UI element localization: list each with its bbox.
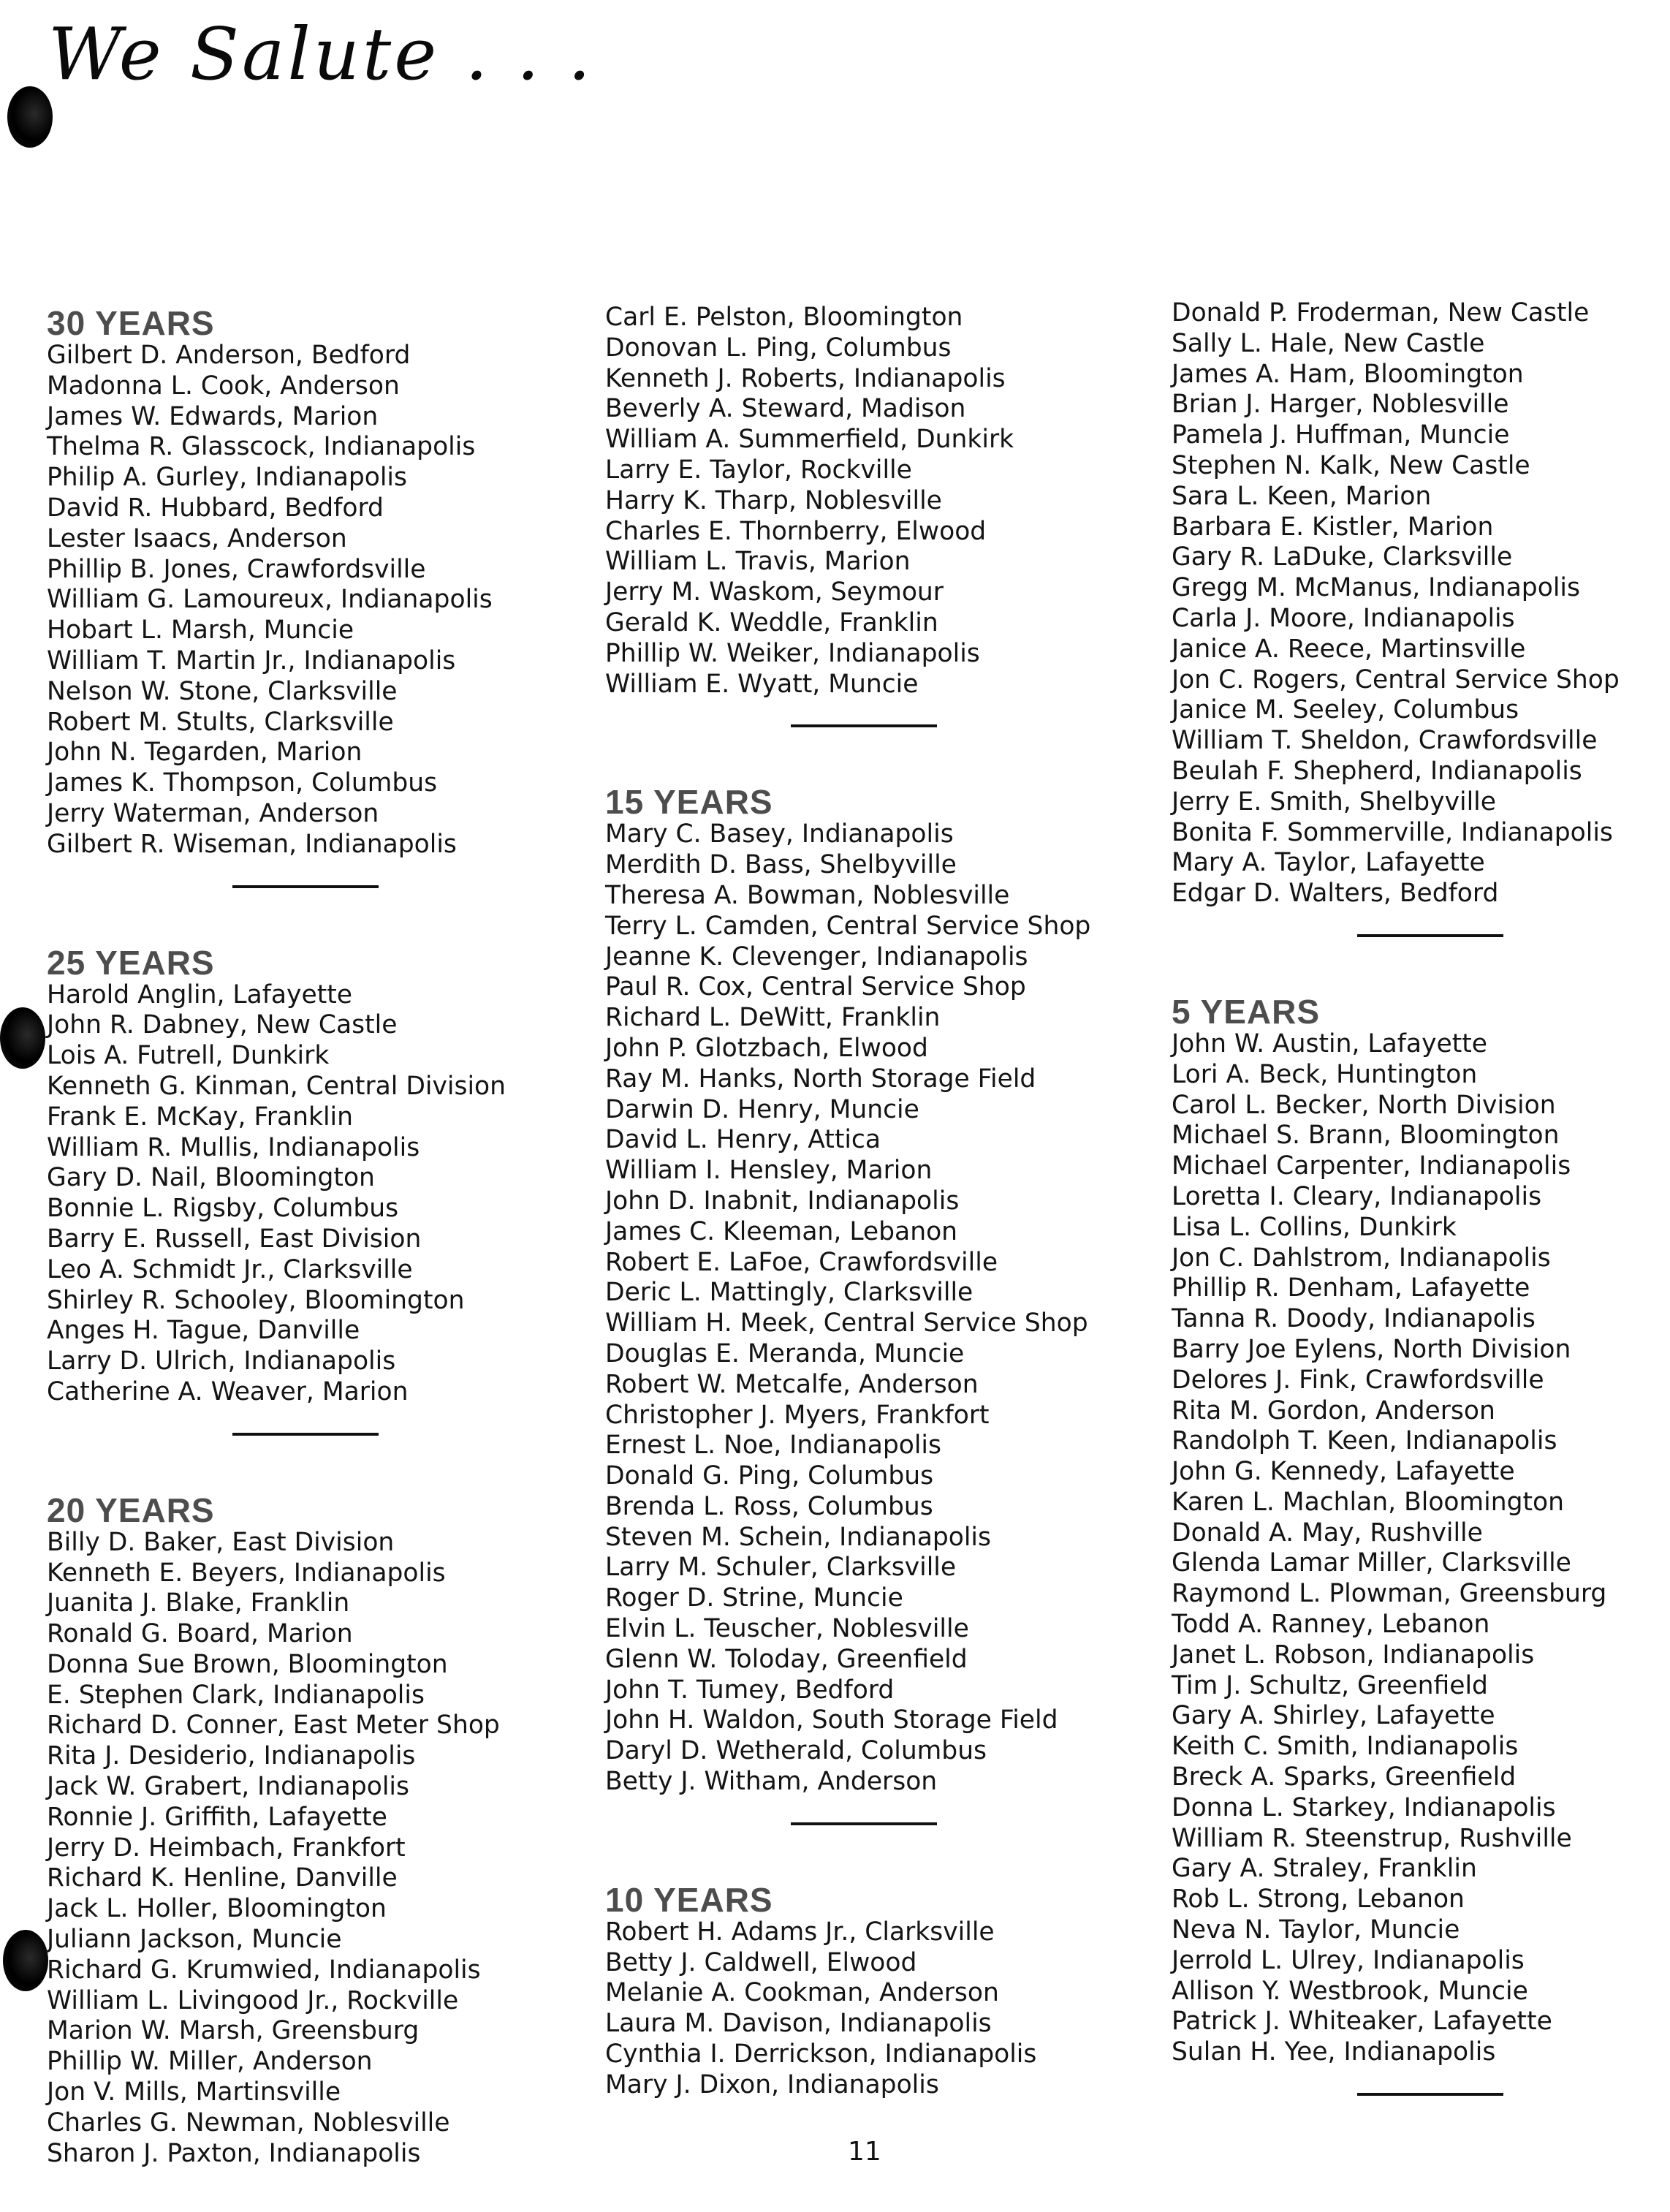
list-item: John R. Dabney, New Castle (47, 1010, 398, 1040)
list-item: William T. Sheldon, Crawfordsville (1172, 726, 1598, 756)
list-item: Anges H. Tague, Danville (47, 1316, 360, 1346)
list-item: James C. Kleeman, Lebanon (605, 1216, 958, 1246)
list-item: Larry D. Ulrich, Indianapolis (47, 1346, 396, 1376)
service-group (605, 1882, 1117, 2101)
list-item: Hobart L. Marsh, Muncie (47, 616, 354, 645)
list-item: Nelson W. Stone, Clarksville (47, 676, 398, 706)
section-divider (232, 1433, 379, 1436)
list-item: Edgar D. Walters, Bedford (1172, 879, 1499, 909)
list-item: Robert W. Metcalfe, Anderson (605, 1369, 979, 1399)
section-heading: 10 YEARS (605, 1880, 773, 1919)
list-item: Jerry D. Heimbach, Frankfort (47, 1833, 406, 1863)
list-item: Larry M. Schuler, Clarksville (605, 1553, 957, 1583)
service-group (47, 1493, 558, 2170)
list-item: Betty J. Caldwell, Elwood (605, 1947, 917, 1977)
list-item: Ray M. Hanks, North Storage Field (605, 1064, 1036, 1094)
section-divider (791, 724, 937, 727)
list-item: Glenda Lamar Miller, Clarksville (1172, 1548, 1571, 1578)
list-item: William R. Mullis, Indianapolis (47, 1132, 420, 1162)
list-item: Terry L. Camden, Central Service Shop (605, 911, 1091, 941)
list-item: Shirley R. Schooley, Bloomington (47, 1285, 465, 1315)
list-item: Janet L. Robson, Indianapolis (1172, 1640, 1535, 1670)
list-item: Stephen N. Kalk, New Castle (1172, 450, 1530, 480)
list-item: Robert H. Adams Jr., Clarksville (605, 1917, 995, 1947)
service-group (1172, 994, 1670, 2096)
service-group (47, 945, 558, 1436)
list-item: Breck A. Sparks, Greenfield (1172, 1762, 1517, 1792)
section-divider (232, 885, 379, 888)
list-item: Donovan L. Ping, Columbus (605, 333, 952, 363)
list-item: William G. Lamoureux, Indianapolis (47, 585, 493, 615)
list-item: Patrick J. Whiteaker, Lafayette (1172, 2007, 1552, 2037)
list-item: Keith C. Smith, Indianapolis (1172, 1732, 1519, 1762)
list-item: David L. Henry, Attica (605, 1125, 881, 1155)
list-item: Jerry E. Smith, Shelbyville (1172, 787, 1496, 817)
name-list (47, 980, 558, 1408)
list-item: Donald G. Ping, Columbus (605, 1461, 934, 1491)
list-item: Theresa A. Bowman, Noblesville (605, 880, 1010, 910)
list-item: Donald P. Froderman, New Castle (1172, 298, 1590, 327)
list-item: John D. Inabnit, Indianapolis (605, 1186, 960, 1216)
list-item: John W. Austin, Lafayette (1172, 1029, 1487, 1058)
section-heading: 25 YEARS (47, 943, 215, 982)
list-item: Carla J. Moore, Indianapolis (1172, 603, 1515, 633)
list-item: Loretta I. Cleary, Indianapolis (1172, 1181, 1542, 1211)
list-item: Janice M. Seeley, Columbus (1172, 695, 1519, 725)
list-item: Donna Sue Brown, Bloomington (47, 1649, 448, 1679)
section-divider (1357, 934, 1503, 937)
list-item: Roger D. Strine, Muncie (605, 1583, 903, 1613)
list-item: Jon V. Mills, Martinsville (47, 2077, 341, 2107)
list-item: Deric L. Mattingly, Clarksville (605, 1278, 973, 1308)
list-item: David R. Hubbard, Bedford (47, 493, 384, 523)
list-item: Gilbert R. Wiseman, Indianapolis (47, 829, 457, 859)
list-item: William L. Livingood Jr., Rockville (47, 1985, 459, 2015)
list-item: Jerry M. Waskom, Seymour (605, 577, 944, 607)
list-item: William H. Meek, Central Service Shop (605, 1308, 1088, 1338)
list-item: Brian J. Harger, Noblesville (1172, 390, 1509, 420)
list-item: Jack W. Grabert, Indianapolis (47, 1772, 409, 1802)
list-item: Raymond L. Plowman, Greensburg (1172, 1579, 1607, 1609)
list-item: Carl E. Pelston, Bloomington (605, 303, 963, 332)
list-item: Philip A. Gurley, Indianapolis (47, 463, 407, 493)
list-item: Jerrold L. Ulrey, Indianapolis (1172, 1945, 1525, 1975)
name-list (605, 819, 1117, 1798)
list-item: Lester Isaacs, Anderson (47, 523, 347, 553)
list-item: Michael S. Brann, Bloomington (1172, 1121, 1560, 1151)
list-item: Lois A. Futrell, Dunkirk (47, 1041, 330, 1071)
list-item: John N. Tegarden, Marion (47, 738, 363, 768)
list-item: E. Stephen Clark, Indianapolis (47, 1680, 425, 1710)
list-item: Allison Y. Westbrook, Muncie (1172, 1976, 1528, 2006)
list-item: Carol L. Becker, North Division (1172, 1090, 1556, 1120)
list-item: Pamela J. Huffman, Muncie (1172, 420, 1510, 450)
list-item: Gary A. Straley, Franklin (1172, 1854, 1477, 1884)
list-item: Charles G. Newman, Noblesville (47, 2107, 450, 2137)
service-group (1172, 298, 1670, 937)
list-item: Melanie A. Cookman, Anderson (605, 1978, 999, 2008)
list-item: Bonnie L. Rigsby, Columbus (47, 1194, 399, 1224)
column-3 (1172, 298, 1670, 2153)
list-item: Jeanne K. Clevenger, Indianapolis (605, 942, 1028, 971)
list-item: Tanna R. Doody, Indianapolis (1172, 1304, 1536, 1334)
list-item: Neva N. Taylor, Muncie (1172, 1915, 1460, 1945)
section-divider (791, 1822, 937, 1825)
list-item: Ronnie J. Griffith, Lafayette (47, 1802, 387, 1832)
list-item: Kenneth G. Kinman, Central Division (47, 1071, 506, 1101)
list-item: Frank E. McKay, Franklin (47, 1102, 353, 1132)
list-item: Barry E. Russell, East Division (47, 1224, 422, 1254)
page-title: We Salute . . . (48, 13, 594, 96)
list-item: Jon C. Dahlstrom, Indianapolis (1172, 1243, 1551, 1273)
list-item: Billy D. Baker, East Division (47, 1527, 395, 1557)
list-item: Phillip W. Weiker, Indianapolis (605, 638, 980, 668)
list-item: Steven M. Schein, Indianapolis (605, 1522, 991, 1552)
service-group (47, 306, 558, 888)
binder-hole-bottom (3, 1930, 48, 1991)
list-item: Richard K. Henline, Danville (47, 1863, 398, 1893)
list-item: Delores J. Fink, Crawfordsville (1172, 1365, 1544, 1395)
list-item: William R. Steenstrup, Rushville (1172, 1823, 1572, 1853)
list-item: William T. Martin Jr., Indianapolis (47, 645, 456, 675)
list-item: Ernest L. Noe, Indianapolis (605, 1431, 941, 1461)
list-item: James A. Ham, Bloomington (1172, 359, 1524, 389)
list-item: Cynthia I. Derrickson, Indianapolis (605, 2039, 1037, 2069)
list-item: Lori A. Beck, Huntington (1172, 1059, 1478, 1089)
list-item: Gregg M. McManus, Indianapolis (1172, 573, 1580, 603)
list-item: Gerald K. Weddle, Franklin (605, 607, 938, 637)
list-item: Jerry Waterman, Anderson (47, 798, 379, 828)
list-item: Brenda L. Ross, Columbus (605, 1491, 933, 1521)
list-item: Donald A. May, Rushville (1172, 1518, 1483, 1548)
list-item: Phillip R. Denham, Lafayette (1172, 1273, 1530, 1303)
list-item: Juanita J. Blake, Franklin (47, 1588, 350, 1618)
list-item: Merdith D. Bass, Shelbyville (605, 850, 957, 880)
binder-hole-middle (0, 1007, 45, 1069)
section-heading: 20 YEARS (47, 1491, 215, 1529)
list-item: Jack L. Holler, Bloomington (47, 1894, 387, 1924)
list-item: Richard G. Krumwied, Indianapolis (47, 1955, 481, 1985)
list-item: Phillip B. Jones, Crawfordsville (47, 554, 426, 584)
service-group (605, 784, 1117, 1825)
list-item: Larry E. Taylor, Rockville (605, 455, 912, 485)
list-item: William L. Travis, Marion (605, 547, 911, 577)
list-item: Beulah F. Shepherd, Indianapolis (1172, 756, 1582, 786)
binder-hole-top (7, 86, 53, 148)
list-item: Sharon J. Paxton, Indianapolis (47, 2138, 421, 2168)
name-list (1172, 298, 1670, 909)
list-item: Elvin L. Teuscher, Noblesville (605, 1614, 969, 1644)
list-item: Gary A. Shirley, Lafayette (1172, 1701, 1495, 1731)
list-item: Randolph T. Keen, Indianapolis (1172, 1426, 1557, 1456)
list-item: Marion W. Marsh, Greensburg (47, 2016, 420, 2046)
list-item: Jon C. Rogers, Central Service Shop (1172, 664, 1620, 694)
name-list (1172, 1029, 1670, 2068)
list-item: Gary D. Nail, Bloomington (47, 1163, 375, 1193)
column-1 (47, 306, 558, 2169)
list-item: Karen L. Machlan, Bloomington (1172, 1487, 1564, 1517)
service-group (605, 303, 1117, 727)
list-item: James K. Thompson, Columbus (47, 768, 438, 798)
list-item: Leo A. Schmidt Jr., Clarksville (47, 1254, 413, 1284)
name-list (605, 1917, 1117, 2101)
section-heading: 15 YEARS (605, 783, 773, 822)
list-item: Thelma R. Glasscock, Indianapolis (47, 432, 476, 462)
list-item: Charles E. Thornberry, Elwood (605, 516, 987, 546)
list-item: Robert M. Stults, Clarksville (47, 707, 394, 737)
list-item: Sulan H. Yee, Indianapolis (1172, 2037, 1496, 2067)
name-list (47, 341, 558, 860)
list-item: Harry K. Tharp, Noblesville (605, 485, 942, 515)
list-item: Christopher J. Myers, Frankfort (605, 1400, 990, 1430)
list-item: Donna L. Starkey, Indianapolis (1172, 1792, 1556, 1822)
list-item: Robert E. LaFoe, Crawfordsville (605, 1247, 998, 1277)
list-item: William I. Hensley, Marion (605, 1156, 933, 1186)
list-item: James W. Edwards, Marion (47, 401, 379, 431)
list-item: Gilbert D. Anderson, Bedford (47, 341, 411, 370)
name-list (47, 1528, 558, 2170)
list-item: Catherine A. Weaver, Marion (47, 1376, 409, 1406)
name-list (605, 303, 1117, 700)
list-item: William A. Summerfield, Dunkirk (605, 425, 1014, 455)
section-divider (1357, 2093, 1503, 2096)
section-heading: 30 YEARS (47, 304, 215, 342)
list-item: Mary C. Basey, Indianapolis (605, 819, 954, 849)
list-item: Mary A. Taylor, Lafayette (1172, 848, 1485, 878)
list-item: Kenneth J. Roberts, Indianapolis (605, 363, 1006, 393)
column-2 (605, 303, 1117, 2101)
list-item: Rita M. Gordon, Anderson (1172, 1395, 1495, 1425)
list-item: Glenn W. Toloday, Greenfield (605, 1644, 968, 1674)
list-item: Daryl D. Wetherald, Columbus (605, 1736, 987, 1766)
list-item: John G. Kennedy, Lafayette (1172, 1457, 1515, 1487)
list-item: Bonita F. Sommerville, Indianapolis (1172, 817, 1613, 847)
list-item: Michael Carpenter, Indianapolis (1172, 1151, 1571, 1181)
list-item: John H. Waldon, South Storage Field (605, 1705, 1058, 1735)
list-item: Ronald G. Board, Marion (47, 1619, 353, 1649)
list-item: Madonna L. Cook, Anderson (47, 371, 400, 401)
list-item: John T. Tumey, Bedford (605, 1675, 895, 1705)
list-item: Sara L. Keen, Marion (1172, 481, 1432, 511)
list-item: Harold Anglin, Lafayette (47, 980, 352, 1010)
list-item: Todd A. Ranney, Lebanon (1172, 1610, 1490, 1640)
list-item: Janice A. Reece, Martinsville (1172, 634, 1526, 664)
list-item: Darwin D. Henry, Muncie (605, 1094, 919, 1124)
list-item: Gary R. LaDuke, Clarksville (1172, 542, 1513, 572)
list-item: Richard D. Conner, East Meter Shop (47, 1711, 500, 1741)
list-item: Sally L. Hale, New Castle (1172, 328, 1485, 358)
list-item: Barry Joe Eylens, North Division (1172, 1334, 1571, 1364)
list-item: Barbara E. Kistler, Marion (1172, 512, 1494, 542)
list-item: Kenneth E. Beyers, Indianapolis (47, 1558, 446, 1588)
list-item: Mary J. Dixon, Indianapolis (605, 2069, 939, 2099)
list-item: William E. Wyatt, Muncie (605, 669, 919, 699)
page-number: 11 (848, 2137, 881, 2167)
list-item: Laura M. Davison, Indianapolis (605, 2009, 992, 2039)
list-item: Beverly A. Steward, Madison (605, 394, 966, 424)
list-item: Richard L. DeWitt, Franklin (605, 1003, 941, 1033)
list-item: Betty J. Witham, Anderson (605, 1767, 938, 1797)
section-heading: 5 YEARS (1172, 992, 1321, 1031)
list-item: Paul R. Cox, Central Service Shop (605, 972, 1026, 1002)
list-item: Juliann Jackson, Muncie (47, 1925, 342, 1955)
list-item: Douglas E. Meranda, Muncie (605, 1338, 965, 1368)
list-item: Rita J. Desiderio, Indianapolis (47, 1741, 416, 1771)
list-item: Tim J. Schultz, Greenfield (1172, 1670, 1488, 1700)
list-item: Lisa L. Collins, Dunkirk (1172, 1212, 1457, 1242)
list-item: John P. Glotzbach, Elwood (605, 1033, 928, 1063)
list-item: Phillip W. Miller, Anderson (47, 2047, 373, 2077)
list-item: Rob L. Strong, Lebanon (1172, 1885, 1465, 1914)
